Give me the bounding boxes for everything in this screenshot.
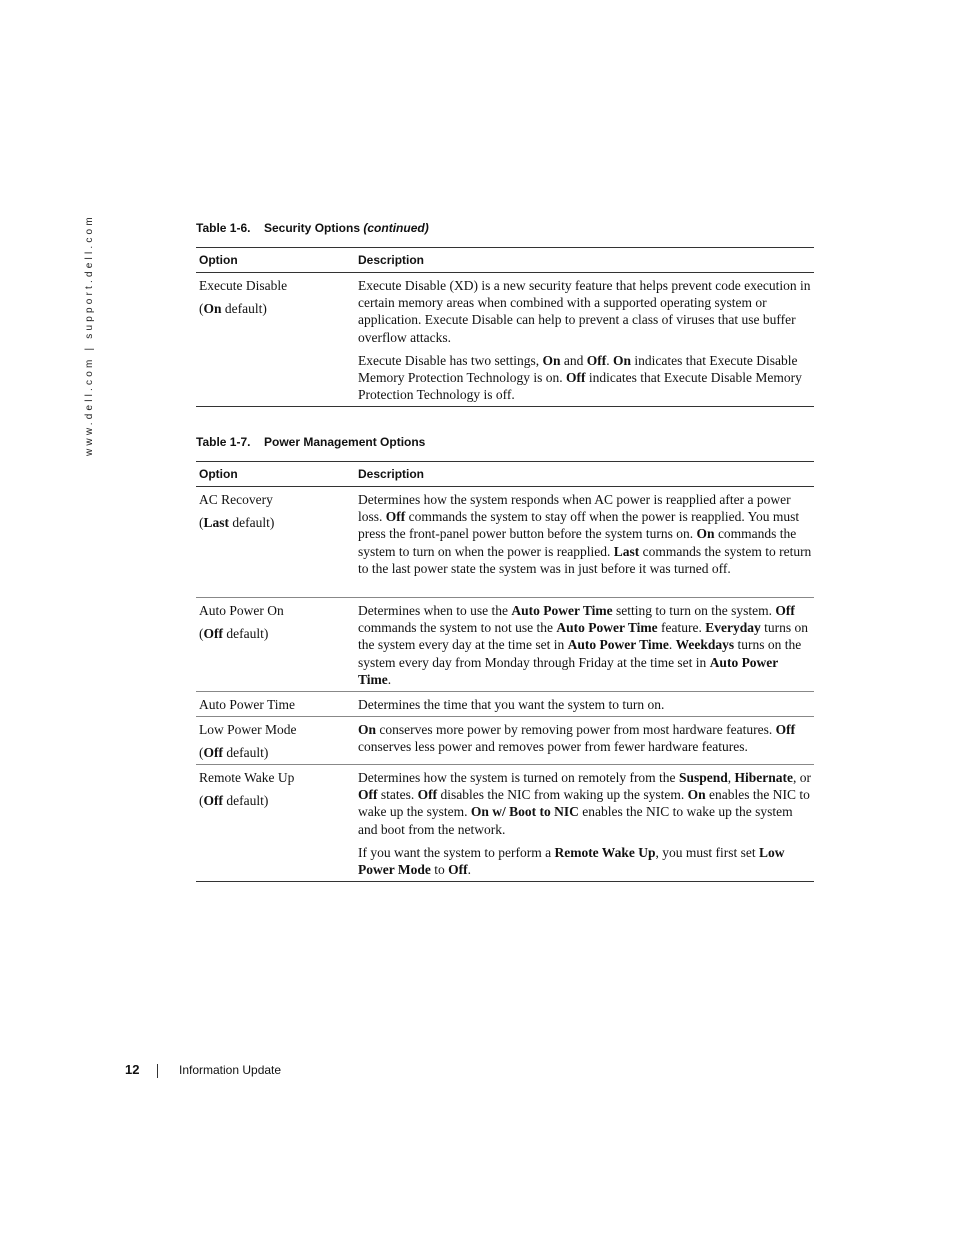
option-cell — [199, 277, 349, 323]
table-row-auto-power-on — [196, 598, 814, 692]
option-cell — [199, 602, 349, 648]
option-name: Low Power Mode — [199, 722, 297, 737]
description-cell — [358, 765, 814, 884]
description-text: If you want the system to perform a Remote Wake Up, you must first set Low Power Mode to Off. — [358, 844, 785, 878]
side-url: www.dell.com | support.dell.com — [84, 214, 95, 456]
footer-title: Information Update — [179, 1063, 282, 1077]
table1-title: Security Options — [264, 221, 361, 235]
table1-header — [196, 247, 814, 273]
power-management-table — [196, 461, 814, 882]
table2-title: Power Management Options — [264, 435, 426, 449]
page-number: 12 — [125, 1062, 140, 1077]
option-name: Auto Power On — [199, 603, 284, 618]
description-text: Execute Disable has two settings, On and Off. On indicates that Execute Disable Memory Protection Technology is on. Off indicates that Execute Disable Memory Protection Technology is off. — [358, 352, 802, 403]
option-default: (On default) — [199, 301, 267, 316]
description-text: Determines how the system responds when AC power is reapplied after a power loss. Off commands the system to stay off when the power is reapplied. You must press the front-panel power button before the system turns on. On commands the system to turn on when the power is reapplied. Last commands the system to return to the last power state the system was in just before it was turned off. — [358, 492, 812, 576]
table1-col-option: Option — [199, 253, 238, 267]
security-options-table — [196, 247, 814, 407]
description-text: Determines the time that you want the system to turn on. — [358, 697, 665, 712]
option-name: Execute Disable — [199, 278, 288, 293]
table-row-ac-recovery — [196, 487, 814, 598]
description-text: Execute Disable (XD) is a new security feature that helps prevent code execution in certain memory areas when combined with a supported operating system or application. Execute Disable can help to prevent a class of viruses that use buffer overflow attacks. — [358, 278, 811, 345]
description-cell — [358, 598, 814, 694]
description-text: On conserves more power by removing power from most hardware features. Off conserves less power and removes power from fewer hardware features. — [358, 722, 796, 755]
option-default: (Off default) — [199, 626, 269, 641]
description-cell — [358, 717, 814, 761]
table-row-low-power-mode — [196, 717, 814, 765]
description-cell — [358, 273, 814, 409]
option-cell — [199, 721, 349, 767]
option-cell — [199, 696, 349, 719]
option-default: (Last default) — [199, 515, 275, 530]
table1-col-description: Description — [358, 253, 425, 267]
table1-number: Table 1-6. — [196, 221, 251, 235]
table-row-auto-power-time — [196, 692, 814, 717]
option-cell — [199, 769, 349, 815]
description-cell — [358, 692, 814, 719]
table2-caption — [196, 435, 425, 449]
option-default: (Off default) — [199, 793, 269, 808]
option-cell — [199, 491, 349, 537]
table1-continued: (continued) — [363, 221, 429, 235]
table1-caption — [196, 221, 429, 235]
table2-number: Table 1-7. — [196, 435, 251, 449]
description-text: Determines how the system is turned on remotely from the Suspend, Hibernate, or Off states. Off disables the NIC from waking up the system. On enables the NIC to wake up the system. On w/ Boot to NIC enables the NIC to wake up the system and boot from the network. — [358, 770, 811, 837]
footer-separator — [157, 1064, 158, 1078]
table2-header — [196, 461, 814, 487]
option-name: AC Recovery — [199, 492, 273, 507]
table-row-remote-wake-up — [196, 765, 814, 882]
description-text: Determines when to use the Auto Power Time setting to turn on the system. Off commands the system to not use the Auto Power Time feature. Everyday turns on the system every day at the time set in Auto Power Time. Weekdays turns on the system every day from Monday through Friday at the time set in Auto Power Time. — [358, 603, 808, 687]
option-default: (Off default) — [199, 745, 269, 760]
option-name: Auto Power Time — [199, 697, 296, 712]
option-name: Remote Wake Up — [199, 770, 295, 785]
table2-col-description: Description — [358, 467, 425, 481]
table-row-execute-disable — [196, 273, 814, 407]
description-cell — [358, 487, 814, 583]
table2-col-option: Option — [199, 467, 238, 481]
